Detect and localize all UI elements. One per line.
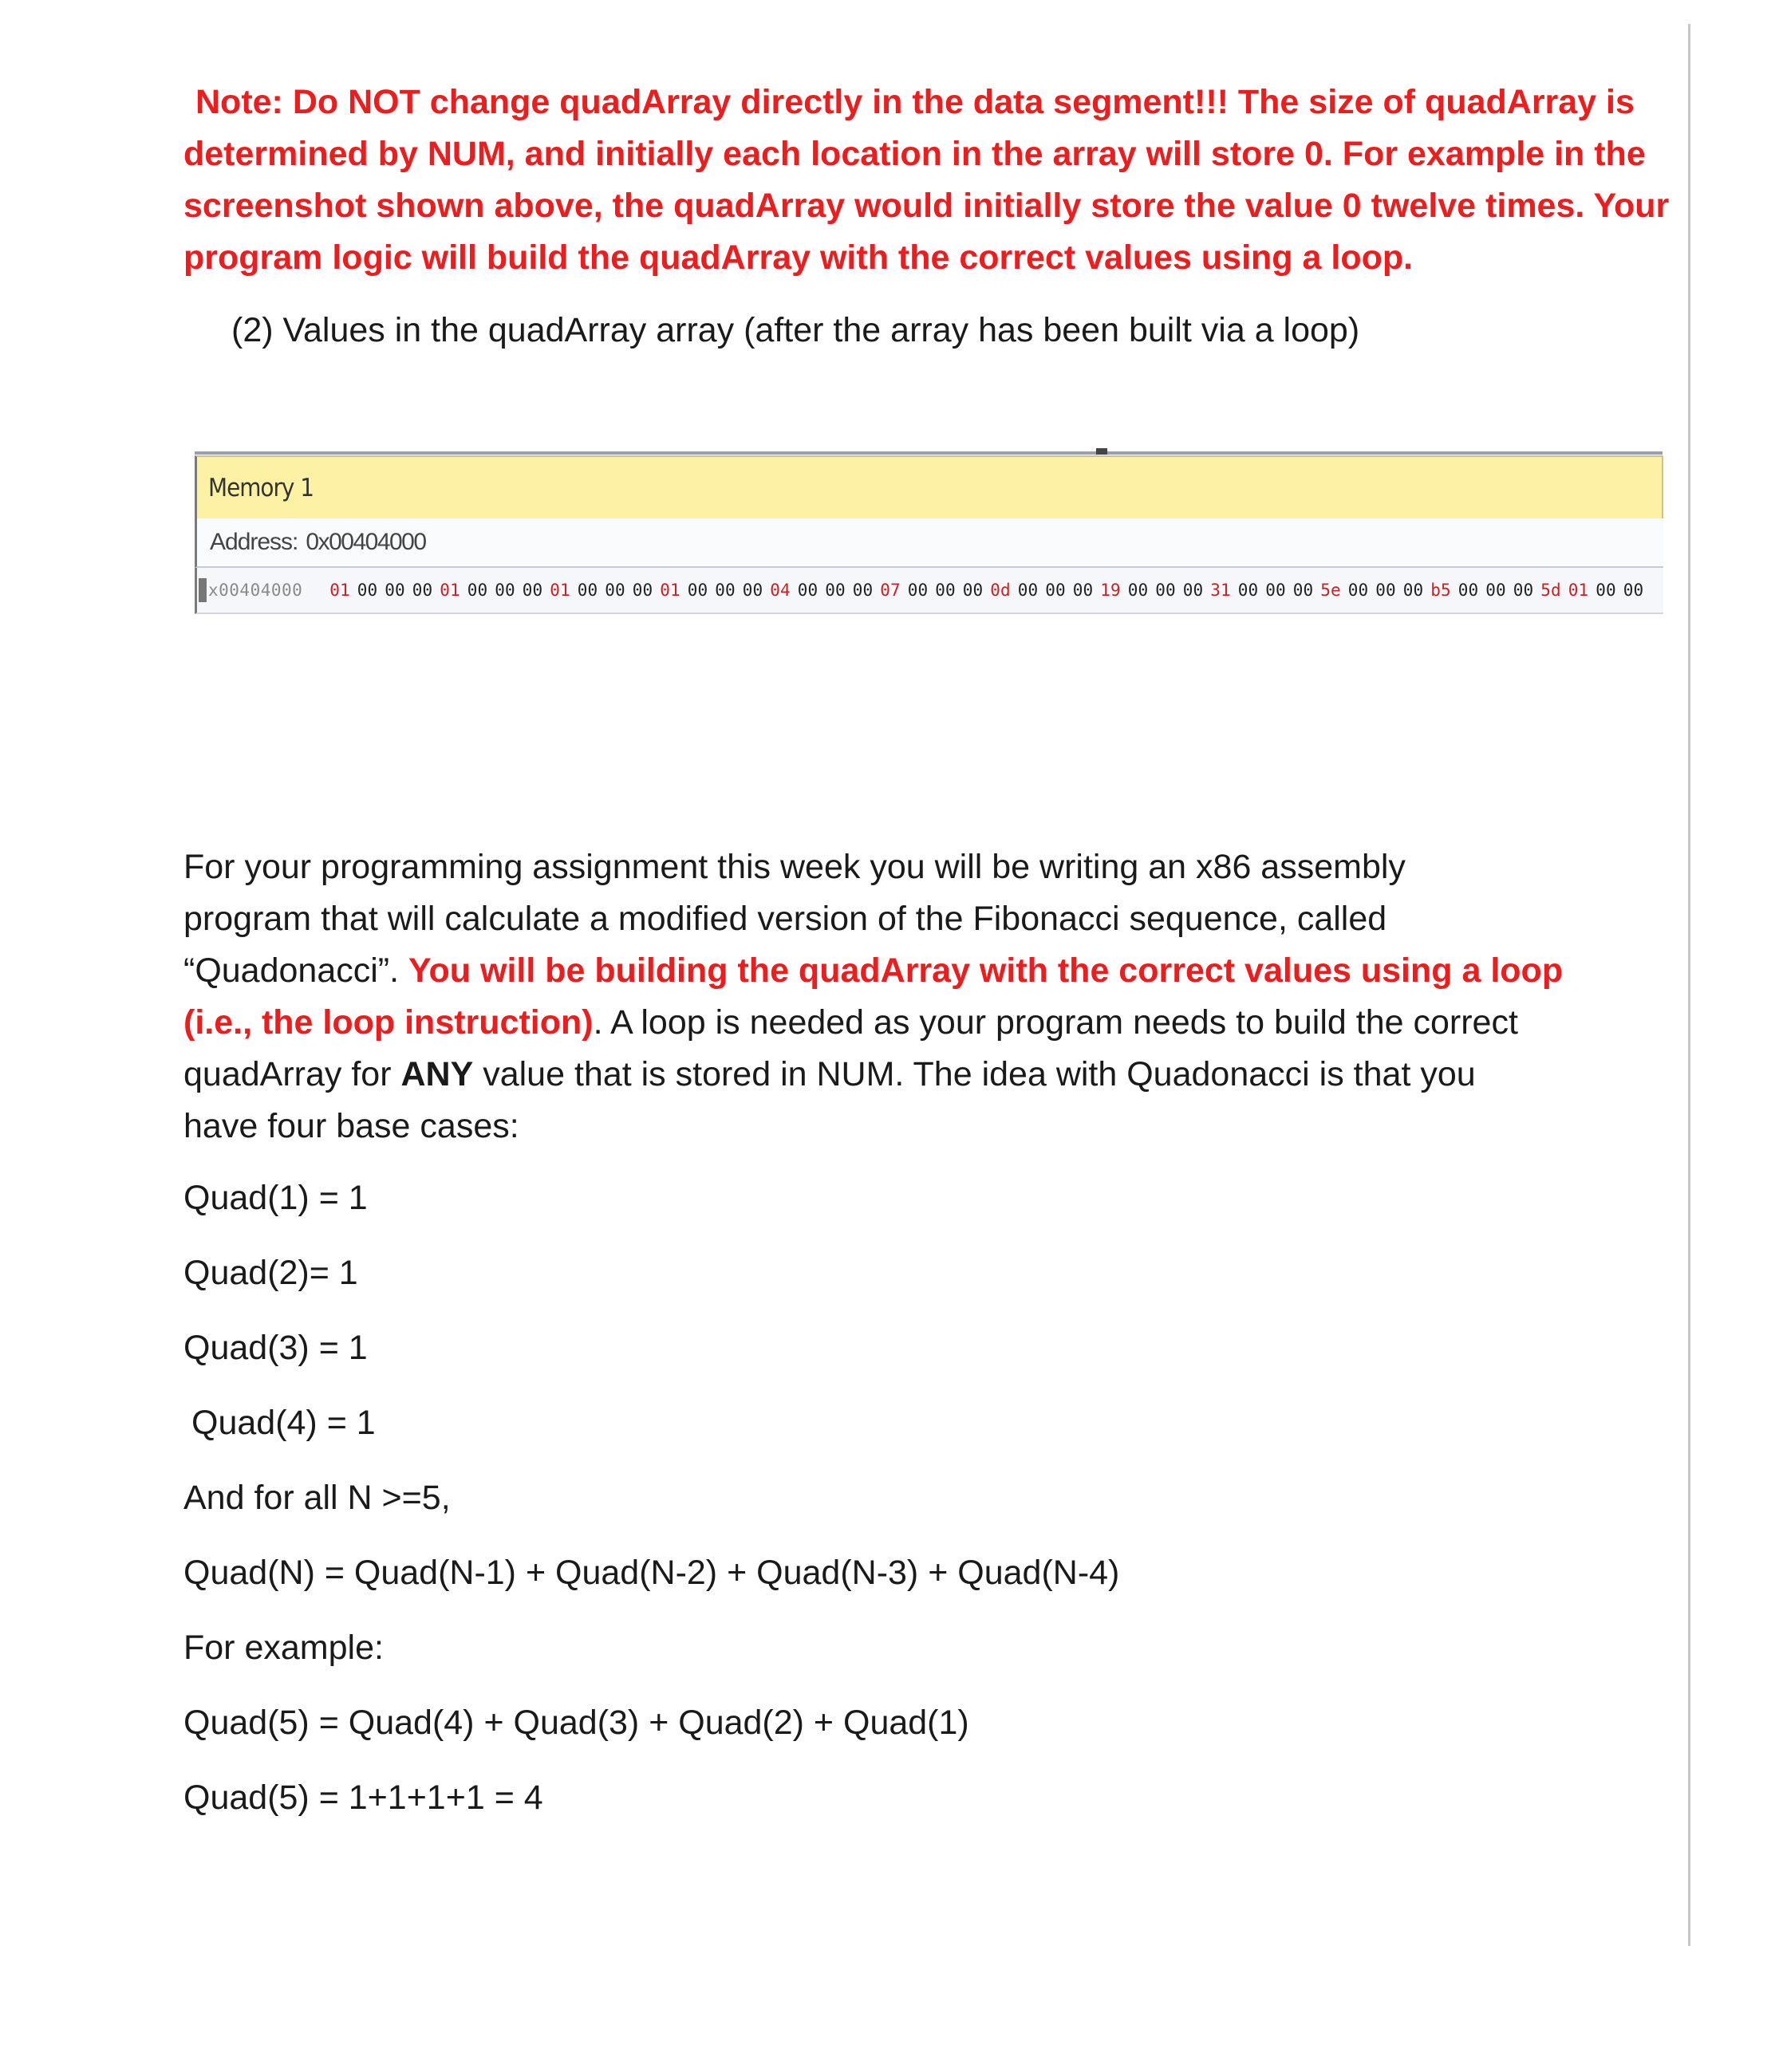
memory-byte[interactable]: 01 <box>660 581 680 600</box>
memory-byte[interactable]: 00 <box>1237 581 1259 600</box>
memory-byte[interactable]: 01 <box>1568 581 1589 600</box>
memory-byte[interactable]: 00 <box>467 581 488 600</box>
memory-byte[interactable]: 00 <box>1402 581 1424 600</box>
paragraph-line <box>183 945 1619 997</box>
memory-byte[interactable]: 00 <box>385 581 405 600</box>
row-cursor <box>199 578 207 602</box>
address-input[interactable] <box>306 529 497 556</box>
memory-byte[interactable]: 0d <box>990 581 1011 600</box>
text-span: value that is stored in NUM. The idea with Quadonacci is that you <box>473 1055 1476 1093</box>
memory-byte[interactable]: 00 <box>1347 581 1369 600</box>
memory-byte[interactable]: 00 <box>1127 581 1149 600</box>
memory-byte[interactable]: 01 <box>550 581 570 600</box>
paragraph-line: have four base cases: <box>183 1107 519 1145</box>
memory-byte[interactable]: 07 <box>880 581 901 600</box>
recurrence-formula: Quad(N) = Quad(N-1) + Quad(N-2) + Quad(N-3) + Quad(N-4) <box>183 1554 1120 1592</box>
memory-byte[interactable]: 00 <box>577 581 598 600</box>
paragraph-line <box>183 1049 1619 1101</box>
example-expansion: Quad(5) = Quad(4) + Quad(3) + Quad(2) + Quad(1) <box>183 1704 969 1742</box>
memory-byte[interactable]: b5 <box>1430 581 1451 600</box>
memory-byte[interactable]: 5e <box>1320 581 1341 600</box>
splitter-handle[interactable] <box>1096 448 1107 455</box>
memory-byte[interactable]: 00 <box>797 581 818 600</box>
memory-row-address: x00404000 <box>208 581 303 600</box>
base-case-3: Quad(3) = 1 <box>183 1329 368 1367</box>
memory-byte[interactable]: 00 <box>1045 581 1066 600</box>
memory-byte[interactable]: 00 <box>825 581 846 600</box>
memory-window-title-bar[interactable] <box>195 455 1663 520</box>
memory-byte[interactable]: 00 <box>1265 581 1286 600</box>
bold-text: ANY <box>400 1055 474 1093</box>
memory-byte[interactable]: 00 <box>935 581 956 600</box>
memory-byte[interactable]: 00 <box>522 581 543 600</box>
paragraph-line <box>183 997 1619 1049</box>
assignment-description <box>183 841 1619 1152</box>
memory-byte[interactable]: 00 <box>495 581 515 600</box>
memory-byte[interactable]: 00 <box>412 581 433 600</box>
memory-row-bytes <box>329 581 1651 600</box>
memory-byte[interactable]: 00 <box>1182 581 1204 600</box>
memory-byte[interactable]: 00 <box>1292 581 1314 600</box>
paragraph-line: program that will calculate a modified version of the Fibonacci sequence, called <box>183 900 1387 938</box>
memory-byte[interactable]: 04 <box>770 581 791 600</box>
note-line: Note: Do NOT change quadArray directly in the data segment!!! The size of quadArray is <box>195 83 1635 121</box>
note-line: determined by NUM, and initially each location in the array will store 0. For example in the <box>183 135 1646 173</box>
address-label: Address: <box>210 529 298 555</box>
memory-byte[interactable]: 00 <box>1155 581 1176 600</box>
text-span: quadArray for <box>183 1055 401 1093</box>
text-span: . A loop is needed as your program needs to build the correct <box>593 1003 1518 1042</box>
paragraph-line: For your programming assignment this week you will be writing an x86 assembly <box>183 848 1406 886</box>
base-case-1: Quad(1) = 1 <box>183 1179 368 1217</box>
memory-byte[interactable]: 00 <box>1017 581 1039 600</box>
memory-byte[interactable]: 00 <box>1072 581 1094 600</box>
memory-byte[interactable]: 01 <box>329 581 350 600</box>
memory-byte[interactable]: 01 <box>440 581 460 600</box>
page-margin-rule <box>1688 24 1690 1946</box>
memory-byte[interactable]: 00 <box>1485 581 1506 600</box>
note-line: screenshot shown above, the quadArray would initially store the value 0 twelve times. Your <box>183 187 1670 225</box>
memory-byte[interactable]: 00 <box>852 581 874 600</box>
memory-byte[interactable]: 19 <box>1100 581 1121 600</box>
memory-window <box>195 451 1663 635</box>
warning-note <box>183 77 1683 284</box>
memory-byte[interactable]: 00 <box>1457 581 1479 600</box>
example-heading: For example: <box>183 1629 384 1667</box>
memory-byte[interactable]: 00 <box>605 581 625 600</box>
memory-byte[interactable]: 00 <box>687 581 708 600</box>
memory-byte[interactable]: 00 <box>1375 581 1396 600</box>
memory-byte[interactable]: 31 <box>1210 581 1231 600</box>
memory-byte[interactable]: 00 <box>742 581 763 600</box>
memory-byte[interactable]: 00 <box>715 581 736 600</box>
memory-byte[interactable]: 5d <box>1540 581 1561 600</box>
memory-window-border <box>195 451 1663 455</box>
memory-byte[interactable]: 00 <box>1623 581 1644 600</box>
section-heading: (2) Values in the quadArray array (after the array has been built via a loop) <box>231 311 1360 349</box>
memory-window-title: Memory 1 <box>208 473 314 502</box>
memory-byte[interactable]: 00 <box>632 581 653 600</box>
memory-byte[interactable]: 00 <box>1596 581 1616 600</box>
emphasis-text: You will be building the quadArray with the correct values using a loop <box>408 951 1564 990</box>
example-result: Quad(5) = 1+1+1+1 = 4 <box>183 1779 543 1817</box>
base-case-4: Quad(4) = 1 <box>191 1404 376 1442</box>
memory-row <box>195 568 1663 614</box>
memory-byte[interactable]: 00 <box>357 581 378 600</box>
memory-byte[interactable]: 00 <box>1513 581 1534 600</box>
memory-byte[interactable]: 00 <box>907 581 929 600</box>
memory-byte[interactable]: 00 <box>962 581 984 600</box>
note-line: program logic will build the quadArray with the correct values using a loop. <box>183 238 1414 277</box>
base-case-2: Quad(2)= 1 <box>183 1254 358 1292</box>
emphasis-text: (i.e., the loop instruction) <box>183 1003 594 1042</box>
text-span: “Quadonacci”. <box>183 951 409 990</box>
address-bar <box>195 518 1663 568</box>
recurrence-condition: And for all N >=5, <box>183 1479 451 1517</box>
